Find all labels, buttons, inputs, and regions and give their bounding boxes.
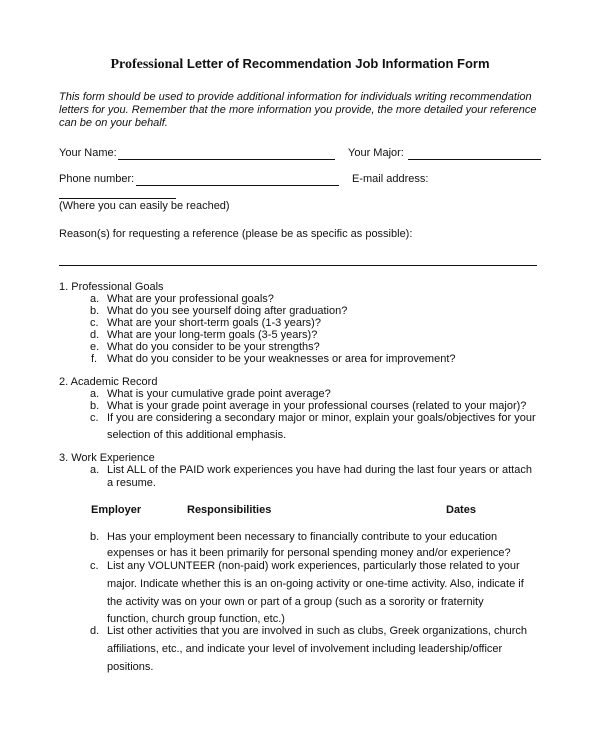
list-item: What do you see yourself doing after graduation? (107, 305, 348, 317)
reason-label: Reason(s) for requesting a reference (please be as specific as possible): (59, 228, 413, 240)
major-field[interactable] (408, 159, 541, 160)
phone-label: Phone number: (59, 173, 135, 185)
list-item-continuation: selection of this additional emphasis. (107, 429, 287, 441)
list-marker: c. (90, 412, 99, 424)
list-item-continuation: affiliations, etc., and indicate your level of involvement including leadership/officer (107, 643, 503, 655)
title-lead: Professional (110, 57, 184, 72)
list-marker: a. (90, 464, 100, 476)
list-item: What are your short-term goals (1-3 years)? (107, 317, 321, 329)
list-marker: d. (90, 625, 100, 637)
list-item: What are your long-term goals (3-5 years)? (107, 329, 318, 341)
reason-field[interactable] (59, 265, 537, 266)
list-item: If you are considering a secondary major or minor, explain your goals/objectives for your (107, 412, 536, 424)
list-marker: b. (90, 531, 100, 543)
list-marker: b. (90, 305, 100, 317)
list-item: What are your professional goals? (107, 293, 274, 305)
list-item: What is your grade point average in your professional courses (related to your major)? (107, 400, 527, 412)
phone-field[interactable] (136, 185, 339, 186)
list-marker: c. (90, 560, 99, 572)
list-item-continuation: function, church group function, etc.) (107, 613, 285, 625)
list-item: What is your cumulative grade point average? (107, 388, 331, 400)
intro-paragraph: This form should be used to provide additional information for individuals writing recommendation letters for you. Remember that the more information you provide, the more detailed your reference can be on your behalf. (59, 91, 537, 129)
name-field[interactable] (118, 159, 335, 160)
list-item: What do you consider to be your strengths? (107, 341, 320, 353)
name-label: Your Name: (59, 147, 117, 159)
list-item: List other activities that you are involved in such as clubs, Greek organizations, church (107, 625, 528, 637)
section-heading: 2. Academic Record (59, 376, 158, 388)
section-heading: 3. Work Experience (59, 452, 155, 464)
form-title (0, 57, 600, 71)
column-header-responsibilities: Responsibilities (187, 504, 272, 516)
list-marker: a. (90, 388, 100, 400)
list-item-continuation: positions. (107, 661, 154, 673)
list-marker: d. (90, 329, 100, 341)
column-header-employer: Employer (91, 504, 142, 516)
list-item-continuation: major. Indicate whether this is an on-going activity or one-time activity. Also, indicate if (107, 578, 524, 590)
list-item: List ALL of the PAID work experiences you have had during the last four years or attach (107, 464, 532, 476)
list-item-continuation: a resume. (107, 477, 156, 489)
section-heading: 1. Professional Goals (59, 281, 164, 293)
column-header-dates: Dates (446, 504, 476, 516)
list-marker: e. (90, 341, 100, 353)
list-marker: b. (90, 400, 100, 412)
major-label: Your Major: (348, 147, 404, 159)
list-marker: f. (91, 353, 98, 365)
reach-note: (Where you can easily be reached) (59, 200, 230, 212)
list-item-continuation: expenses or has it been primarily for personal spending money and/or experience? (107, 547, 511, 559)
list-marker: c. (90, 317, 99, 329)
list-item: Has your employment been necessary to financially contribute to your education (107, 531, 498, 543)
email-label: E-mail address: (352, 173, 429, 185)
list-item: What do you consider to be your weaknesses or area for improvement? (107, 353, 456, 365)
list-marker: a. (90, 293, 100, 305)
title-rest: Letter of Recommendation Job Information Form (186, 56, 490, 71)
list-item-continuation: the activity was on your own or part of a group (such as a sorority or fraternity (107, 596, 484, 608)
email-field[interactable] (59, 198, 176, 199)
list-item: List any VOLUNTEER (non-paid) work experiences, particularly those related to your (107, 560, 520, 572)
